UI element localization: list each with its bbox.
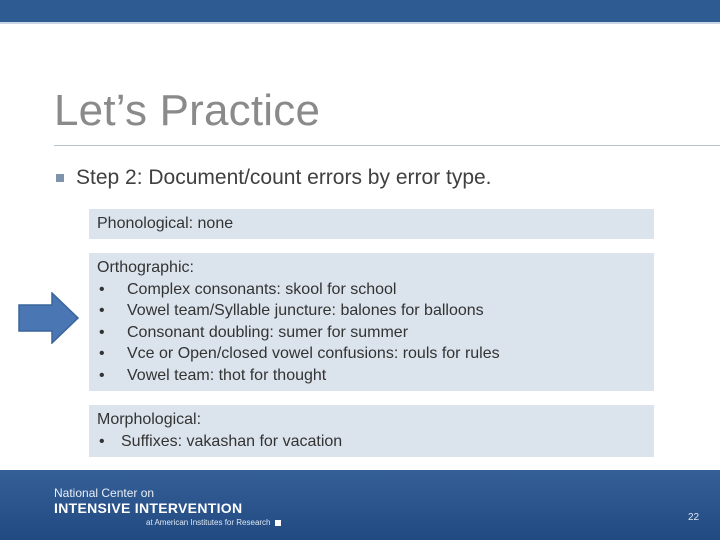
right-arrow-icon — [18, 292, 80, 344]
list-item: • Suffixes: vakashan for vacation — [99, 432, 343, 450]
footer-org-line3: at American Institutes for Research — [146, 518, 281, 527]
list-item: • Vowel team/Syllable juncture: balones for balloons — [99, 302, 484, 319]
footer-org-name: INTENSIVE INTERVENTION — [54, 500, 243, 516]
list-item: • Vce or Open/closed vowel confusions: rouls for rules — [99, 345, 500, 362]
phonological-box — [89, 209, 654, 239]
list-item: • Consonant doubling: sumer for summer — [99, 323, 409, 341]
morphological-heading: Morphological: — [97, 411, 202, 428]
title-divider — [54, 145, 720, 146]
square-logo-icon — [275, 520, 281, 526]
orthographic-box — [89, 253, 654, 391]
list-item: • Complex consonants: skool for school — [99, 280, 397, 298]
phonological-heading: Phonological: none — [97, 215, 234, 232]
square-bullet-icon — [56, 174, 64, 182]
morphological-box — [89, 405, 654, 457]
top-banner — [0, 0, 720, 24]
orthographic-heading: Orthographic: — [97, 259, 194, 276]
footer-org-line1: National Center on — [54, 486, 155, 500]
page-number: 22 — [688, 512, 700, 523]
slide-title: Let’s Practice — [54, 86, 321, 135]
step-bullet — [56, 166, 492, 190]
step-text: Step 2: Document/count errors by error type. — [76, 166, 492, 189]
list-item: • Vowel team: thot for thought — [99, 366, 327, 384]
